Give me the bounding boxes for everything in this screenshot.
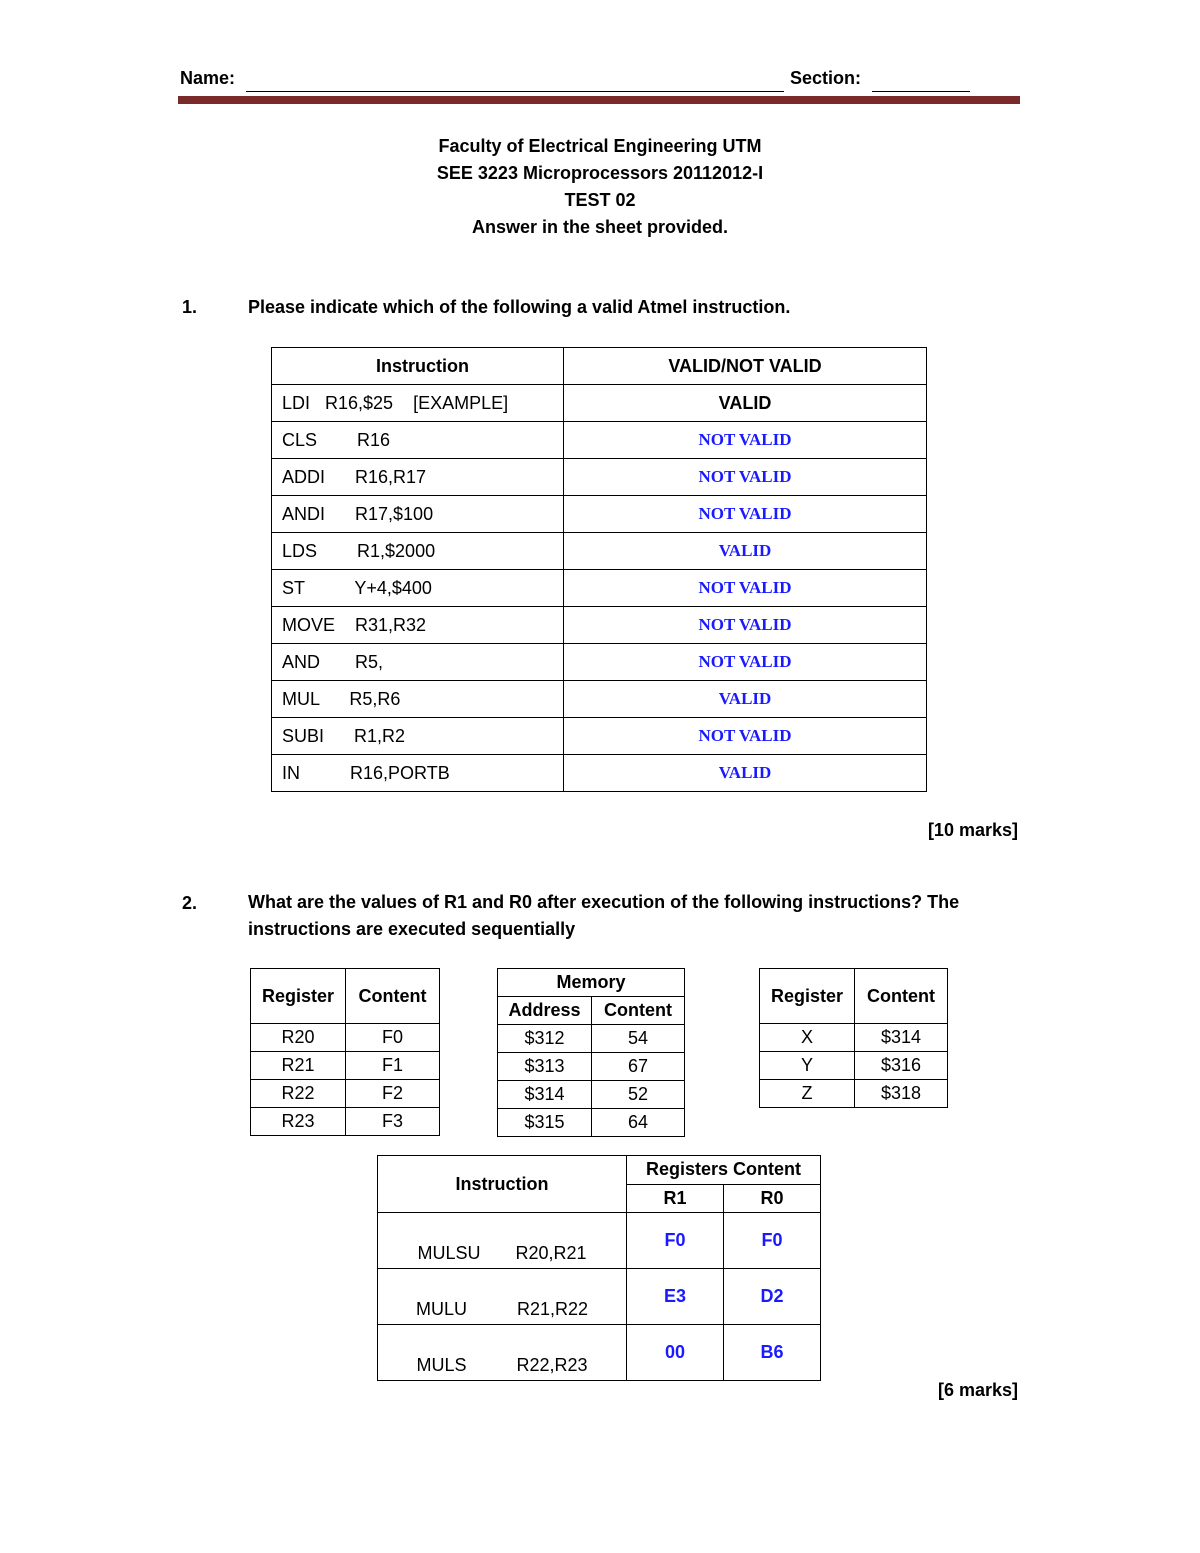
register-cell: R21 — [251, 1052, 346, 1080]
r0-answer-cell: B6 — [724, 1325, 821, 1381]
table-header-row — [498, 969, 685, 997]
memory-header: Memory — [498, 969, 685, 997]
content-cell: $316 — [855, 1052, 948, 1080]
table-row — [760, 1024, 948, 1052]
section-blank-line — [872, 91, 970, 92]
content-cell: 54 — [592, 1025, 685, 1053]
table-row — [760, 1080, 948, 1108]
register-content-table — [250, 968, 440, 1136]
answer-cell: NOT VALID — [564, 718, 927, 755]
table-row — [272, 718, 927, 755]
name-blank-line — [246, 91, 784, 92]
table-row — [272, 681, 927, 718]
instruction-registers-table — [377, 1155, 821, 1381]
instruction-cell: LDI R16,$25 [EXAMPLE] — [272, 385, 564, 422]
content-cell: $318 — [855, 1080, 948, 1108]
table-row — [378, 1325, 821, 1381]
table-row — [272, 570, 927, 607]
section-label: Section: — [790, 68, 862, 88]
answer-cell: NOT VALID — [564, 644, 927, 681]
table-header-row — [498, 997, 685, 1025]
table-row — [251, 1024, 440, 1052]
r1-answer-cell: E3 — [627, 1269, 724, 1325]
answer-cell: NOT VALID — [564, 570, 927, 607]
address-cell: $315 — [498, 1109, 592, 1137]
register-cell: Z — [760, 1080, 855, 1108]
instruction-cell: ST Y+4,$400 — [272, 570, 564, 607]
q2-marks: [6 marks] — [937, 1380, 1018, 1400]
instruction-cell: MUL R5,R6 — [272, 681, 564, 718]
q2-number: 2. — [182, 893, 198, 913]
table-row — [251, 1052, 440, 1080]
answer-cell: VALID — [564, 385, 927, 422]
answer-cell: NOT VALID — [564, 422, 927, 459]
answer-cell: VALID — [564, 533, 927, 570]
col-content-header: Content — [855, 969, 948, 1024]
instruction-cell: MULS R22,R23 — [378, 1325, 627, 1381]
table-header-row — [251, 969, 440, 1024]
col-r0-header: R0 — [724, 1184, 821, 1213]
content-cell: F0 — [346, 1024, 440, 1052]
instruction-cell: AND R5, — [272, 644, 564, 681]
instruction-cell: ANDI R17,$100 — [272, 496, 564, 533]
answer-cell: NOT VALID — [564, 607, 927, 644]
table-row — [272, 496, 927, 533]
col-register-header: Register — [251, 969, 346, 1024]
table-row — [251, 1080, 440, 1108]
table-row — [272, 385, 927, 422]
faculty-title: Faculty of Electrical Engineering UTM — [438, 136, 762, 156]
register-cell: X — [760, 1024, 855, 1052]
table-header-row — [272, 348, 927, 385]
instruction-cell: MULSU R20,R21 — [378, 1213, 627, 1269]
q1-marks: [10 marks] — [927, 820, 1018, 840]
q2-text-line2: instructions are executed sequentially — [248, 919, 576, 939]
content-cell: 67 — [592, 1053, 685, 1081]
table-row — [378, 1213, 821, 1269]
register-cell: R22 — [251, 1080, 346, 1108]
instruction-cell: LDS R1,$2000 — [272, 533, 564, 570]
table-row — [272, 533, 927, 570]
memory-table — [497, 968, 685, 1137]
content-cell: F3 — [346, 1108, 440, 1136]
answer-cell: VALID — [564, 681, 927, 718]
col-instruction-header: Instruction — [378, 1156, 627, 1213]
table-row — [498, 1053, 685, 1081]
q2-text-line1: What are the values of R1 and R0 after execution of the following instructions? The — [248, 892, 960, 912]
table-row — [251, 1108, 440, 1136]
col-address-header: Address — [498, 997, 592, 1025]
q1-number: 1. — [182, 297, 198, 317]
register-cell: R23 — [251, 1108, 346, 1136]
instruction-cell: CLS R16 — [272, 422, 564, 459]
answer-cell: NOT VALID — [564, 459, 927, 496]
table-header-row — [760, 969, 948, 1024]
content-cell: $314 — [855, 1024, 948, 1052]
table-row — [498, 1109, 685, 1137]
content-cell: 64 — [592, 1109, 685, 1137]
content-cell: F1 — [346, 1052, 440, 1080]
col-registers-header: Registers Content — [627, 1156, 821, 1185]
table-row — [760, 1052, 948, 1080]
content-cell: 52 — [592, 1081, 685, 1109]
table-row — [378, 1269, 821, 1325]
register-cell: R20 — [251, 1024, 346, 1052]
col-valid-header: VALID/NOT VALID — [564, 348, 927, 385]
table-row — [272, 607, 927, 644]
col-content-header: Content — [592, 997, 685, 1025]
q1-instruction-table — [271, 347, 927, 792]
instructions-note: Answer in the sheet provided. — [471, 217, 729, 237]
pointer-register-table — [759, 968, 948, 1108]
table-row — [272, 644, 927, 681]
table-row — [498, 1081, 685, 1109]
col-r1-header: R1 — [627, 1184, 724, 1213]
name-label: Name: — [180, 68, 236, 88]
answer-cell: NOT VALID — [564, 496, 927, 533]
table-row — [272, 755, 927, 792]
instruction-cell: ADDI R16,R17 — [272, 459, 564, 496]
r1-answer-cell: F0 — [627, 1213, 724, 1269]
q1-text: Please indicate which of the following a valid Atmel instruction. — [248, 297, 791, 317]
address-cell: $312 — [498, 1025, 592, 1053]
content-cell: F2 — [346, 1080, 440, 1108]
answer-cell: VALID — [564, 755, 927, 792]
address-cell: $314 — [498, 1081, 592, 1109]
instruction-cell: SUBI R1,R2 — [272, 718, 564, 755]
table-row — [272, 459, 927, 496]
address-cell: $313 — [498, 1053, 592, 1081]
r1-answer-cell: 00 — [627, 1325, 724, 1381]
table-row — [272, 422, 927, 459]
col-instruction-header: Instruction — [272, 348, 564, 385]
instruction-cell: MOVE R31,R32 — [272, 607, 564, 644]
r0-answer-cell: F0 — [724, 1213, 821, 1269]
register-cell: Y — [760, 1052, 855, 1080]
r0-answer-cell: D2 — [724, 1269, 821, 1325]
instruction-cell: IN R16,PORTB — [272, 755, 564, 792]
table-header-row — [378, 1156, 821, 1185]
course-title: SEE 3223 Microprocessors 20112012-I — [436, 163, 764, 183]
col-content-header: Content — [346, 969, 440, 1024]
table-row — [498, 1025, 685, 1053]
header-divider-bar — [178, 96, 1020, 104]
col-register-header: Register — [760, 969, 855, 1024]
test-title: TEST 02 — [564, 190, 636, 210]
instruction-cell: MULU R21,R22 — [378, 1269, 627, 1325]
